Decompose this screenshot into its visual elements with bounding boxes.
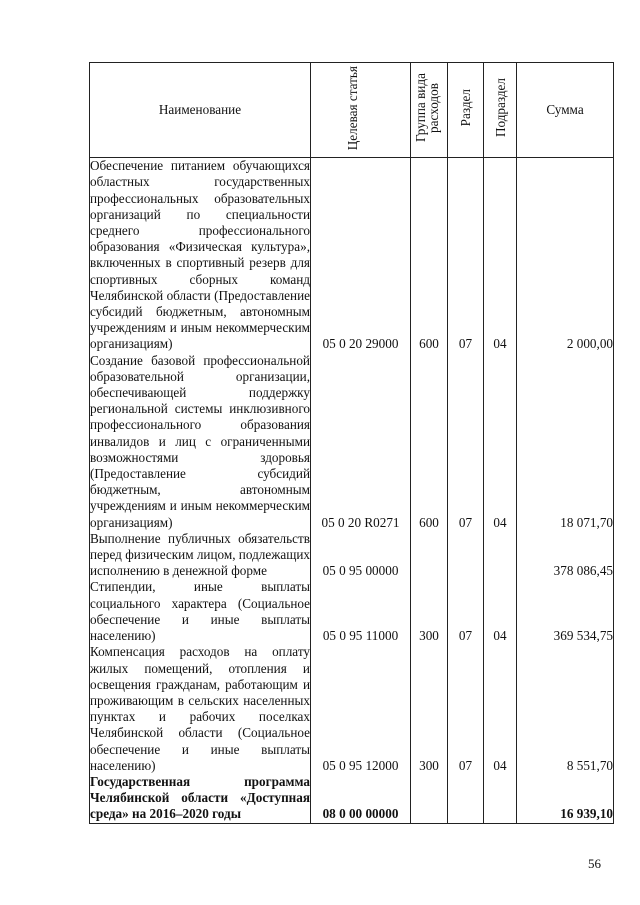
row-target-code: 05 0 20 R0271 <box>311 353 411 531</box>
table-row <box>90 531 614 580</box>
row-sum: 8 551,70 <box>517 644 614 774</box>
budget-table <box>89 62 614 824</box>
row-target-code: 05 0 20 29000 <box>311 158 411 353</box>
row-subsection: 04 <box>484 353 517 531</box>
row-name: Стипендии, иные выплаты социального характера (Социальное обеспечение и иные выплаты населению) <box>90 579 310 644</box>
row-target-code: 05 0 95 11000 <box>311 579 411 644</box>
col-header-subsection: Подраздел <box>484 63 517 158</box>
row-target-code: 05 0 95 12000 <box>311 644 411 774</box>
row-section <box>448 531 484 580</box>
col-header-sum: Сумма <box>517 63 614 158</box>
row-group: 600 <box>411 353 448 531</box>
row-section: 07 <box>448 353 484 531</box>
row-subsection: 04 <box>484 644 517 774</box>
row-name: Компенсация расходов на оплату жилых помещений, отопления и освещения гражданам, работающим и проживающим в сельских населенных пунктах и рабочих поселках Челябинской области (Социальное обеспечение и иные выплаты населению) <box>90 644 310 773</box>
row-section: 07 <box>448 158 484 353</box>
row-name: Обеспечение питанием обучающихся областных государственных профессиональных образовательных организаций по специальности среднего профессионального образования «Физическая культура», включенных в спортивный резерв для спортивных сборных команд Челябинской области (Предоставление субсидий бюджетным, автономным учреждениям и иным некоммерческим организациям) <box>90 158 310 352</box>
col-header-target: Целевая статья <box>311 63 411 158</box>
row-name: Создание базовой профессиональной образовательной организации, обеспечивающей поддержку региональной системы инклюзивного профессионального образования инвалидов и лиц с ограниченными возможностями здоровья (Предоставление субсидий бюджетным, автономным учреждениям и иным некоммерческим организациям) <box>90 352 310 530</box>
table-row <box>90 158 614 353</box>
row-target-code: 05 0 95 00000 <box>311 531 411 580</box>
row-target-code: 08 0 00 00000 <box>311 774 411 823</box>
row-sum: 378 086,45 <box>517 531 614 580</box>
row-group: 600 <box>411 158 448 353</box>
row-section: 07 <box>448 579 484 644</box>
table-row <box>90 353 614 531</box>
row-group <box>411 531 448 580</box>
row-sum: 18 071,70 <box>517 353 614 531</box>
row-section <box>448 774 484 823</box>
row-sum: 2 000,00 <box>517 158 614 353</box>
table-row <box>90 579 614 644</box>
row-group: 300 <box>411 579 448 644</box>
row-name: Государственная программа Челябинской области «Доступная среда» на 2016–2020 годы <box>90 773 310 822</box>
row-subsection <box>484 774 517 823</box>
row-subsection: 04 <box>484 158 517 353</box>
table-header-row <box>90 63 614 158</box>
table-row <box>90 774 614 823</box>
col-header-section: Раздел <box>448 63 484 158</box>
row-group <box>411 774 448 823</box>
row-section: 07 <box>448 644 484 774</box>
row-name: Выполнение публичных обязательств перед физическим лицом, подлежащих исполнению в денежной форме <box>90 530 310 579</box>
row-group: 300 <box>411 644 448 774</box>
col-header-group: Группа вида расходов <box>411 63 448 158</box>
row-subsection <box>484 531 517 580</box>
row-sum: 16 939,10 <box>517 774 614 823</box>
row-subsection: 04 <box>484 579 517 644</box>
page-number: 56 <box>588 856 601 871</box>
row-sum: 369 534,75 <box>517 579 614 644</box>
table-row <box>90 644 614 774</box>
col-header-name: Наименование <box>90 63 311 158</box>
